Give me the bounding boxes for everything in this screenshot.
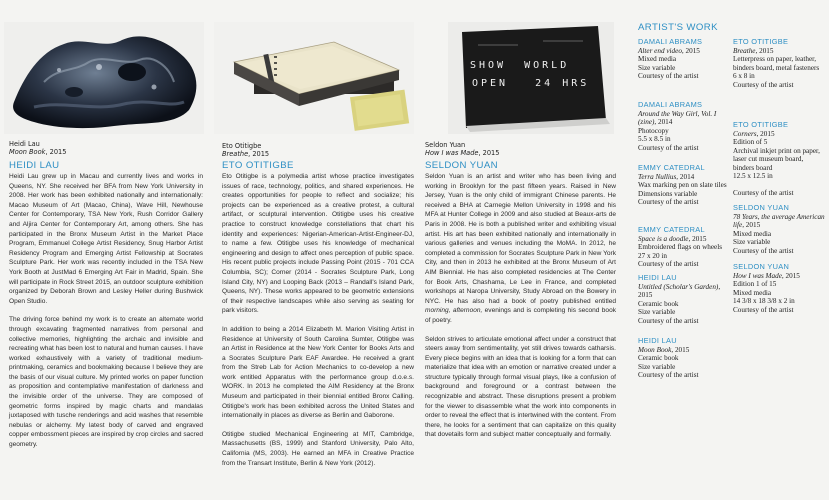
caption-seldon-yuan <box>425 141 499 157</box>
entry-detail: 14 3/8 x 18 3/8 x 2 in <box>733 297 795 305</box>
entry-year: , 2015 <box>742 221 761 229</box>
entry-title-line <box>638 235 728 244</box>
bio-text: evenings and is completing his second book of poetry. <box>425 307 616 324</box>
artwork-text-line-1: SHOW WORLD <box>470 60 570 71</box>
entry-title: Around the Way Girl, Vol. I (zine) <box>638 109 717 126</box>
entry-title-line <box>733 272 825 281</box>
entry-detail: Courtesy of the artist <box>638 143 699 152</box>
entry-detail: Mixed media <box>638 55 677 63</box>
entry-year: , 2015 <box>781 271 800 280</box>
caption-artist: Heidi Lau <box>9 140 40 148</box>
entry-detail: Size variable <box>733 238 771 246</box>
entry-detail <box>733 181 825 190</box>
entry-year: , 2015 <box>681 46 700 55</box>
entry-title: Moon Book <box>638 345 672 354</box>
entry-detail: Photocopy <box>638 126 669 135</box>
artwork-entry <box>638 226 728 269</box>
bio-heidi-lau <box>9 172 203 459</box>
entry-title-line <box>638 283 728 300</box>
caption-heidi-lau <box>9 140 66 156</box>
book-title: morning, afternoon, <box>425 307 483 315</box>
entry-artist: EMMY CATEDRAL <box>638 163 705 172</box>
entry-title: How I was Made <box>733 271 782 280</box>
bio-paragraph <box>425 172 616 326</box>
entry-title-line <box>638 47 728 56</box>
entry-year: , 2015 <box>688 234 707 243</box>
caption-artist: Eto Otitigbe <box>222 142 262 150</box>
artwork-entry <box>733 263 825 314</box>
entry-title-line <box>733 47 825 56</box>
heading-seldon-yuan: SELDON YUAN <box>425 160 498 171</box>
entry-artist: HEIDI LAU <box>638 273 677 282</box>
entry-title: Untitled (Scholar's Garden) <box>638 282 719 291</box>
caption-year: , 2015 <box>478 149 500 158</box>
entry-title-line <box>638 173 728 182</box>
entry-year: , 2015 <box>755 46 774 55</box>
artwork-entry <box>733 204 825 255</box>
artwork-entry <box>638 274 728 325</box>
caption-eto-otitigbe <box>222 142 269 158</box>
artwork-text-line-2: OPEN 24 HRS <box>472 78 590 89</box>
entry-year: , 2015 <box>756 129 775 138</box>
breathe-book-object <box>214 22 414 134</box>
entry-detail: 6 x 8 in <box>733 72 755 80</box>
entry-detail: Archival inkjet print on paper, laser cut museum board, binders board <box>733 146 820 172</box>
entry-detail: Size variable <box>638 362 676 371</box>
entry-year: , 2015 <box>638 282 721 299</box>
entry-artist: DAMALI ABRAMS <box>638 100 703 109</box>
bio-paragraph: In addition to being a 2014 Elizabeth M. Marion Visiting Artist in Residence at University of South Carolina Sumter, Otitigbe was an Artist in Residence at the New York Center for Books Arts and a Socrates Sculpture Park EAF Awardee. He received a grant from the Streb Lab for Action Mechanics to co-develop a new work entitled Apparatus with the performance group d.o.e.s. WORK. In 2013 he completed the AIM Residency at the Bronx Museum and participated in their biennial entitled Bronx Calling. Otitigbe's work has been exhibited across the United States and internationally in places as diverse as Berlin and Gaborone. <box>222 325 414 420</box>
artwork-image-how-i-was-made <box>448 22 614 134</box>
entry-detail: Mixed media <box>733 229 772 238</box>
entry-detail: Mixed media <box>733 288 772 297</box>
entry-detail: 5.5 x 8.5 in <box>638 135 671 143</box>
entry-detail: Courtesy of the artist <box>638 72 699 80</box>
artwork-image-moon-book <box>4 22 204 134</box>
entry-detail: Wax marking pen on slate tiles <box>638 181 727 189</box>
entry-year: , 2014 <box>654 118 673 126</box>
sidebar-title: ARTIST'S WORK <box>638 22 718 33</box>
entry-title: Breathe <box>733 46 756 55</box>
entry-detail: Size variable <box>638 63 676 72</box>
entry-title: Alter end video <box>638 46 682 55</box>
entry-detail: Size variable <box>638 308 676 316</box>
entry-artist: SELDON YUAN <box>733 203 790 212</box>
entry-detail: Courtesy of the artist <box>638 371 699 379</box>
entry-detail: Courtesy of the artist <box>733 189 794 197</box>
artwork-entry <box>638 38 728 81</box>
entry-detail: Embroidered flags on wheels <box>638 243 723 251</box>
entry-artist: ETO OTITIGBE <box>733 120 789 129</box>
entry-detail: Courtesy of the artist <box>638 260 699 268</box>
entry-detail: Letterpress on paper, leather, binders board, metal fasteners <box>733 55 820 72</box>
entry-title: Space is a doodle <box>638 234 689 243</box>
artwork-entry <box>733 121 825 198</box>
entry-artist: ETO OTITIGBE <box>733 37 789 46</box>
entry-title-line <box>638 110 728 127</box>
entry-detail: 12.5 x 12.5 in <box>733 172 773 180</box>
bio-paragraph: Heidi Lau grew up in Macau and currently lives and works in Queens, NY. She received her BFA from New York University in 2008. Her work has been exhibited nationally and internationally: Macao Museum of Art (Macao, China), Wave Hill, Newhouse Center for Contemporary, TSA New York, Rush Corridor Gallery and Aljira Center for Contemporary Art, among others. She has participated in the Bronx Museum Artist in the Market Place Program, Emmanuel College Artist Residency, Snug Harbor Artist Residency Program and Emerging Artist Fellowship at Socrates Sculpture Park. Her work was recently included in the TSA New York Booth at JustMad 6 Emerging Art Fair in Madrid, Spain. She will participate in Rock Street 2015, an outdoor sculpture exhibition organized by Deborah Brown and Lesley Heller during Bushwick Open Studio. <box>9 173 203 305</box>
entry-artist: SELDON YUAN <box>733 262 790 271</box>
caption-year: , 2015 <box>248 150 270 159</box>
heading-heidi-lau: HEIDI LAU <box>9 160 60 171</box>
artwork-entry <box>733 38 825 89</box>
entry-title: 78 Years, the average American life <box>733 212 825 229</box>
bio-paragraph: Eto Otitigbe is a polymedia artist whose practice investigates issues of race, technology, politics, and shared experiences. He creates opportunities for people to reflect and socialize; his projects can be experienced as a creative protest, a cultural artifact, or sculptural intervention. Otitigbe uses his creative practice to construct knowledge constellations that chart his identity and experiences: Nigerian-American-Artist-Engineer-DJ, to name a few. Otitigbe uses his knowledge of mechanical engineering and design to affect ones perception of public space. His recent public projects include Passing Point (2015 - 701 CCA Columbia, SC); Corner (2014 - Socrates Sculpture Park, Long Island City, NY) and Looping Back (2013 – Randall's Island Park, Queens, NY). These works appeared to be geometric extensions of their respective landscapes while also serving as seating for park visitors. <box>222 173 414 315</box>
caption-title: Breathe <box>222 150 249 159</box>
artwork-entry <box>638 164 728 207</box>
entry-detail: Courtesy of the artist <box>733 305 794 314</box>
entry-artist: HEIDI LAU <box>638 336 677 345</box>
entry-title: Terra Nullius <box>638 172 677 181</box>
entry-detail: Edition of 5 <box>733 138 768 146</box>
entry-detail: Edition 1 of 15 <box>733 280 777 288</box>
bio-seldon-yuan <box>425 172 616 449</box>
entry-detail: Ceramic book <box>638 354 679 362</box>
bio-eto-otitigbe <box>222 172 414 477</box>
entry-detail: Courtesy of the artist <box>733 80 794 89</box>
bio-paragraph: The driving force behind my work is to create an alternate world through excavating fragmented narratives from personal and collective memories, highlighting the archaic and invisible and recreating what has been lost to natural and human causes. I have worked exhaustively with a variety of traditional medium- printmaking, ceramics and bookmaking because I believe they are the basis of our visual culture. My printed works on paper function as proposition and contemplative manifestation of darkness and the invisible order of the universe. They are composed of geometric forms inspired by magic charts and mandalas juxtaposed with tusche renderings and acid washes that resemble nebulas or alchemy. My latest body of carved and engraved copper embossment pieces are inspired by crop circles and sacred geometry. <box>9 316 203 449</box>
entry-title-line <box>733 213 825 230</box>
caption-year: , 2015 <box>45 148 67 157</box>
moon-book-sculpture <box>4 22 204 134</box>
caption-title: How I was Made <box>425 149 479 158</box>
caption-artist: Seldon Yuan <box>425 141 466 149</box>
artwork-entry <box>638 337 728 380</box>
entry-detail: Ceramic book <box>638 299 679 308</box>
bio-paragraph: Seldon strives to articulate emotional affect under a construct that steers away from sentimentality, yet still drives towards catharsis. Every piece begins with an idea that is looking for a form that can materialize that idea with an emotion or narrative created under a structure typically through formal visual plays, like a confusion of background and foreground or a contrast between the recognizable and abstract. These disruptions present a problem for the viewer to disassemble what the work into components in order to reveal the effect that is intertwined with the content. From there, he looks for a sentiment that can capitalize on this quality that dovetails form and subject matter conceptually and formally. <box>425 335 616 439</box>
artwork-image-breathe <box>214 22 414 134</box>
entry-artist: DAMALI ABRAMS <box>638 37 703 46</box>
entry-year: , 2014 <box>676 172 695 181</box>
heading-eto-otitigbe: ETO OTITIGBE <box>222 160 294 171</box>
entry-title: Corners <box>733 129 757 138</box>
entry-title-line <box>733 130 825 139</box>
caption-title: Moon Book <box>9 148 46 157</box>
entry-year: , 2015 <box>671 345 690 354</box>
entry-detail: Dimensions variable <box>638 189 698 198</box>
entry-detail: Courtesy of the artist <box>638 316 699 325</box>
entry-detail: Courtesy of the artist <box>638 198 699 206</box>
entry-detail: 27 x 20 in <box>638 251 667 260</box>
entry-detail: Courtesy of the artist <box>733 246 794 255</box>
entry-title-line <box>638 346 728 355</box>
artwork-entry <box>638 101 728 152</box>
bio-paragraph: Otitigbe studied Mechanical Engineering at MIT, Cambridge, Massachusetts (BS, 1999) and Stanford University, Palo Alto, California (MS, 2003). He earned an MFA in Creative Practice from the Transart Institute, Berlin & New York (2012). <box>222 430 414 467</box>
entry-artist: EMMY CATEDRAL <box>638 225 705 234</box>
bio-text: Seldon Yuan is an artist and writer who has been living and working in Brooklyn for the past fifteen years. Raised in New Jersey, Yuan is the only child of immigrant Chinese parents. He received a BHA at Carnegie Mellon University in 1998 and his MFA at Hunter College in 2009 and also studied at Beaux-arts de Paris in 2008. He is both a published writer and exhibiting visual artist. His art has been exhibited nationally and internationally in various galleries and venues including the MoMA. In 2012, he completed a commission for Socrates Sculpture Park in New York City, and then in 2013 he exhibited at the Bronx Museum of Art AIM Biennial. He has also completed residencies at The Center for Book Arts, Chashama, Le Lee in France, and completed workshops at Naropa University, Study Abroad on the Bowery in NYC. He has also had a book of poetry published entitled <box>425 173 616 305</box>
